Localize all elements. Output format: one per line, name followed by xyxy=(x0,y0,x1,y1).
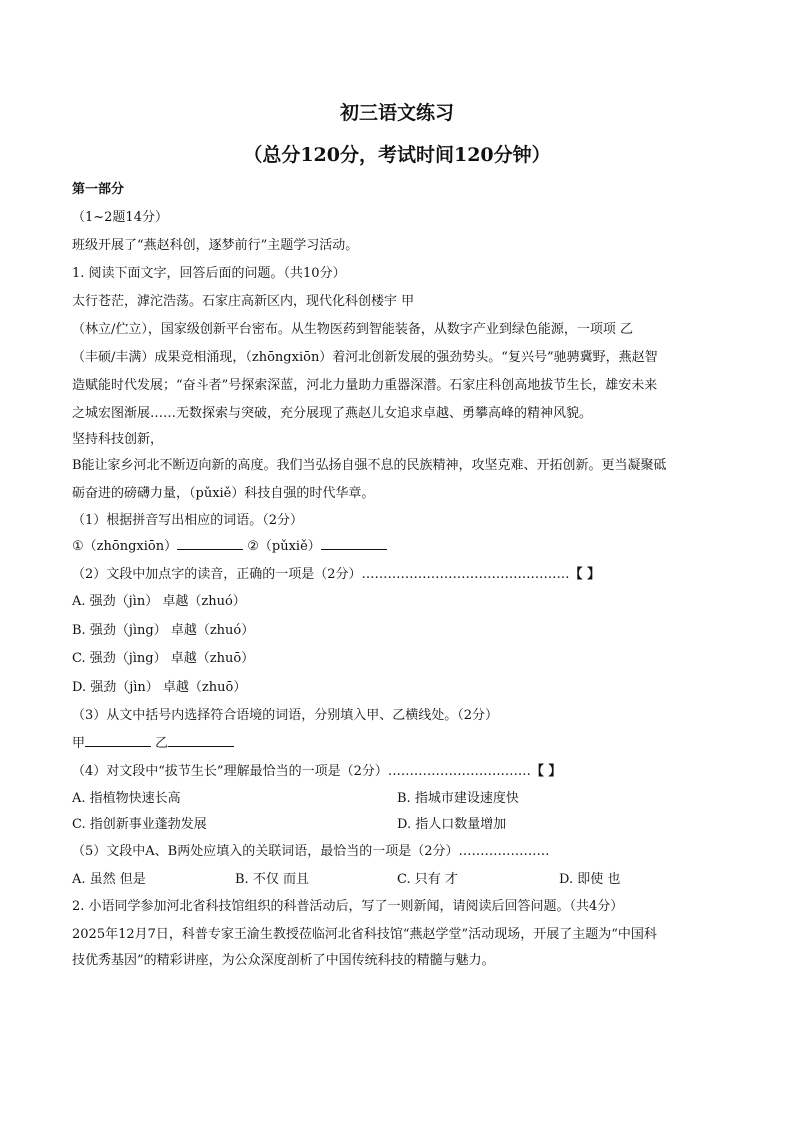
subquestion-1: （1）根据拼音写出相应的词语。（2分） xyxy=(72,513,304,528)
passage-line-1: 太行苍茫，滹沱浩荡。石家庄高新区内，现代化科创楼宇 甲 xyxy=(72,294,415,309)
option-2d: D. 强劲（jìn） 卓越（zhuō） xyxy=(72,680,247,695)
subquestion-5: （5）文段中A、B两处应填入的关联词语，最恰当的一项是（2分）………………… xyxy=(72,844,550,859)
subquestion-4 xyxy=(72,762,722,782)
news-line-1: 2025年12月7日，科普专家王渝生教授莅临河北省科技馆“燕赵学堂”活动现场，开展了主题为“中国科 xyxy=(72,927,657,942)
subquestion-3-answers xyxy=(72,734,722,754)
option-5d: D. 即使 也 xyxy=(559,872,621,887)
answer-label-yi: 乙 xyxy=(155,736,169,751)
answer-blank-jia[interactable] xyxy=(85,734,151,747)
subquestion-2 xyxy=(72,565,722,585)
subquestion-4-text: （4）对文段中“拔节生长”理解最恰当的一项是（2分）…………………………… xyxy=(72,764,531,779)
page-subtitle: （总分120分，考试时间120分钟） xyxy=(243,144,551,166)
answer-label-b: ②（pǔxiě） xyxy=(247,539,321,554)
answer-blank-yi[interactable] xyxy=(168,734,234,747)
subquestion-3: （3）从文中括号内选择符合语境的词语，分别填入甲、乙横线处。（2分） xyxy=(72,708,499,723)
passage-line-5: 之城宏图渐展……无数探索与突破，充分展现了燕赵儿女追求卓越、勇攀高峰的精神风貌。 xyxy=(72,406,593,421)
passage-line-4: 造赋能时代发展；“奋斗者”号探索深蓝，河北力量助力重器深潜。石家庄科创高地拔节生长，雄安未来 xyxy=(72,378,658,393)
answer-label-a: ①（zhōngxiōn） xyxy=(72,539,178,554)
subquestion-1-answers xyxy=(72,537,722,557)
answer-blank-a[interactable] xyxy=(177,537,243,550)
part-heading: 第一部分 xyxy=(72,182,125,197)
option-2a: A. 强劲（jìn） 卓越（zhuó） xyxy=(72,594,246,609)
question-1-heading: 1. 阅读下面文字，回答后面的问题。（共10分） xyxy=(72,266,346,281)
answer-bracket-2[interactable]: 【 】 xyxy=(569,567,601,582)
option-5a: A. 虽然 但是 xyxy=(72,872,146,887)
answer-bracket-4[interactable]: 【 】 xyxy=(530,764,562,779)
passage-line-3: （丰硕/丰满）成果竞相涌现，（zhōngxiōn）着河北创新发展的强劲势头。“复兴号”驰骋冀野，燕赵智 xyxy=(72,350,658,365)
subquestion-2-text: （2）文段中加点字的读音，正确的一项是（2分）………………………………………… xyxy=(72,567,570,582)
page-title: 初三语文练习 xyxy=(339,102,454,124)
option-2b: B. 强劲（jìng） 卓越（zhuó） xyxy=(72,623,255,638)
score-range: （1~2题14分） xyxy=(72,210,168,225)
passage-line-6: 坚持科技创新， xyxy=(72,432,164,447)
passage-line-2: （林立/伫立），国家级创新平台密布。从生物医药到智能装备，从数字产业到绿色能源，一项项 乙 xyxy=(72,322,634,337)
question-2-heading: 2. 小语同学参加河北省科技馆组织的科普活动后，写了一则新闻，请阅读后回答问题。（共4分） xyxy=(72,899,624,914)
news-line-2: 技优秀基因”的精彩讲座，为公众深度剖析了中国传统科技的精髓与魅力。 xyxy=(72,953,495,968)
answer-label-jia: 甲 xyxy=(72,736,86,751)
option-5b: B. 不仅 而且 xyxy=(235,872,309,887)
option-4b: B. 指城市建设速度快 xyxy=(397,791,519,806)
activity-intro: 班级开展了“燕赵科创，逐梦前行”主题学习活动。 xyxy=(72,238,359,253)
option-5c: C. 只有 才 xyxy=(397,872,458,887)
option-2c: C. 强劲（jìng） 卓越（zhuō） xyxy=(72,651,255,666)
answer-blank-b[interactable] xyxy=(321,537,387,550)
option-4a: A. 指植物快速长高 xyxy=(72,791,181,806)
option-4d: D. 指人口数量增加 xyxy=(397,817,507,832)
passage-line-7: B能让家乡河北不断迈向新的高度。我们当弘扬自强不息的民族精神，攻坚克难、开拓创新。更当凝聚砥 xyxy=(72,458,667,473)
passage-line-8: 砺奋进的磅礴力量，（pǔxiě）科技自强的时代华章。 xyxy=(72,486,375,501)
option-4c: C. 指创新事业蓬勃发展 xyxy=(72,817,207,832)
